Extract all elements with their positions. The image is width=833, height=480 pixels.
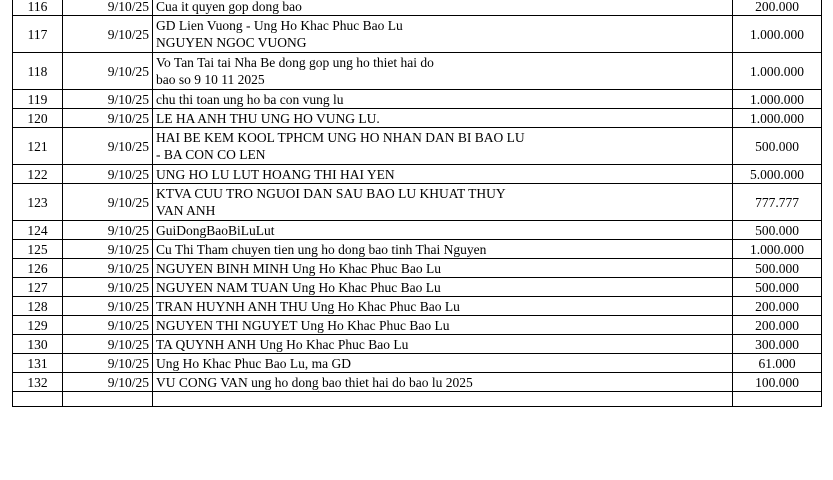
row-amount: 200.000 (733, 0, 822, 16)
table-row (13, 373, 822, 392)
table-row (13, 128, 822, 165)
row-amount: 200.000 (733, 297, 822, 316)
row-description: HAI BE KEM KOOL TPHCM UNG HO NHAN DAN BI BAO LU - BA CON CO LEN (153, 128, 733, 165)
table-row (13, 16, 822, 53)
row-date: 9/10/25 (63, 316, 153, 335)
row-number: 130 (13, 335, 63, 354)
row-number: 123 (13, 184, 63, 221)
row-date: 9/10/25 (63, 297, 153, 316)
row-number: 117 (13, 16, 63, 53)
empty-cell (63, 392, 153, 407)
table-row (13, 53, 822, 90)
row-number: 131 (13, 354, 63, 373)
row-description: GuiDongBaoBiLuLut (153, 221, 733, 240)
row-number: 118 (13, 53, 63, 90)
row-date: 9/10/25 (63, 16, 153, 53)
row-description: Cu Thi Tham chuyen tien ung ho dong bao tinh Thai Nguyen (153, 240, 733, 259)
row-date: 9/10/25 (63, 184, 153, 221)
row-description: Ung Ho Khac Phuc Bao Lu, ma GD (153, 354, 733, 373)
row-description: KTVA CUU TRO NGUOI DAN SAU BAO LU KHUAT THUY VAN ANH (153, 184, 733, 221)
row-date: 9/10/25 (63, 221, 153, 240)
table-row (13, 184, 822, 221)
donation-table (12, 0, 822, 407)
row-date: 9/10/25 (63, 165, 153, 184)
row-amount: 5.000.000 (733, 165, 822, 184)
row-amount: 1.000.000 (733, 16, 822, 53)
row-number: 119 (13, 90, 63, 109)
row-date: 9/10/25 (63, 259, 153, 278)
table-row (13, 165, 822, 184)
row-amount: 300.000 (733, 335, 822, 354)
row-number: 120 (13, 109, 63, 128)
row-number: 132 (13, 373, 63, 392)
row-description: GD Lien Vuong - Ung Ho Khac Phuc Bao Lu NGUYEN NGOC VUONG (153, 16, 733, 53)
row-description: TRAN HUYNH ANH THU Ung Ho Khac Phuc Bao Lu (153, 297, 733, 316)
empty-cell (13, 392, 63, 407)
row-date: 9/10/25 (63, 53, 153, 90)
row-number: 125 (13, 240, 63, 259)
row-amount: 1.000.000 (733, 53, 822, 90)
row-amount: 500.000 (733, 278, 822, 297)
empty-cell (733, 392, 822, 407)
row-description: chu thi toan ung ho ba con vung lu (153, 90, 733, 109)
row-description: TA QUYNH ANH Ung Ho Khac Phuc Bao Lu (153, 335, 733, 354)
row-amount: 100.000 (733, 373, 822, 392)
row-amount: 500.000 (733, 128, 822, 165)
row-number: 122 (13, 165, 63, 184)
table-row (13, 354, 822, 373)
row-number: 127 (13, 278, 63, 297)
table-row (13, 259, 822, 278)
table-row (13, 90, 822, 109)
row-amount: 777.777 (733, 184, 822, 221)
table-row (13, 297, 822, 316)
row-number: 121 (13, 128, 63, 165)
row-description: VU CONG VAN ung ho dong bao thiet hai do bao lu 2025 (153, 373, 733, 392)
row-number: 126 (13, 259, 63, 278)
row-date: 9/10/25 (63, 278, 153, 297)
row-number: 124 (13, 221, 63, 240)
empty-cell (153, 392, 733, 407)
row-description: NGUYEN THI NGUYET Ung Ho Khac Phuc Bao Lu (153, 316, 733, 335)
row-amount: 500.000 (733, 259, 822, 278)
table-row (13, 0, 822, 16)
row-amount: 1.000.000 (733, 240, 822, 259)
row-description: UNG HO LU LUT HOANG THI HAI YEN (153, 165, 733, 184)
row-date: 9/10/25 (63, 109, 153, 128)
donation-table-body (13, 0, 822, 407)
row-date: 9/10/25 (63, 0, 153, 16)
row-amount: 1.000.000 (733, 90, 822, 109)
row-description: NGUYEN BINH MINH Ung Ho Khac Phuc Bao Lu (153, 259, 733, 278)
row-number: 128 (13, 297, 63, 316)
table-row (13, 278, 822, 297)
row-date: 9/10/25 (63, 240, 153, 259)
row-number: 129 (13, 316, 63, 335)
row-description: Vo Tan Tai tai Nha Be dong gop ung ho thiet hai do bao so 9 10 11 2025 (153, 53, 733, 90)
table-row (13, 109, 822, 128)
row-description: Cua it quyen gop dong bao (153, 0, 733, 16)
row-amount: 200.000 (733, 316, 822, 335)
row-date: 9/10/25 (63, 373, 153, 392)
table-row (13, 316, 822, 335)
row-amount: 61.000 (733, 354, 822, 373)
table-row (13, 240, 822, 259)
row-date: 9/10/25 (63, 335, 153, 354)
row-number: 116 (13, 0, 63, 16)
row-amount: 1.000.000 (733, 109, 822, 128)
row-date: 9/10/25 (63, 90, 153, 109)
table-row-partial (13, 392, 822, 407)
row-description: LE HA ANH THU UNG HO VUNG LU. (153, 109, 733, 128)
table-row (13, 335, 822, 354)
row-date: 9/10/25 (63, 128, 153, 165)
row-date: 9/10/25 (63, 354, 153, 373)
row-description: NGUYEN NAM TUAN Ung Ho Khac Phuc Bao Lu (153, 278, 733, 297)
table-row (13, 221, 822, 240)
row-amount: 500.000 (733, 221, 822, 240)
